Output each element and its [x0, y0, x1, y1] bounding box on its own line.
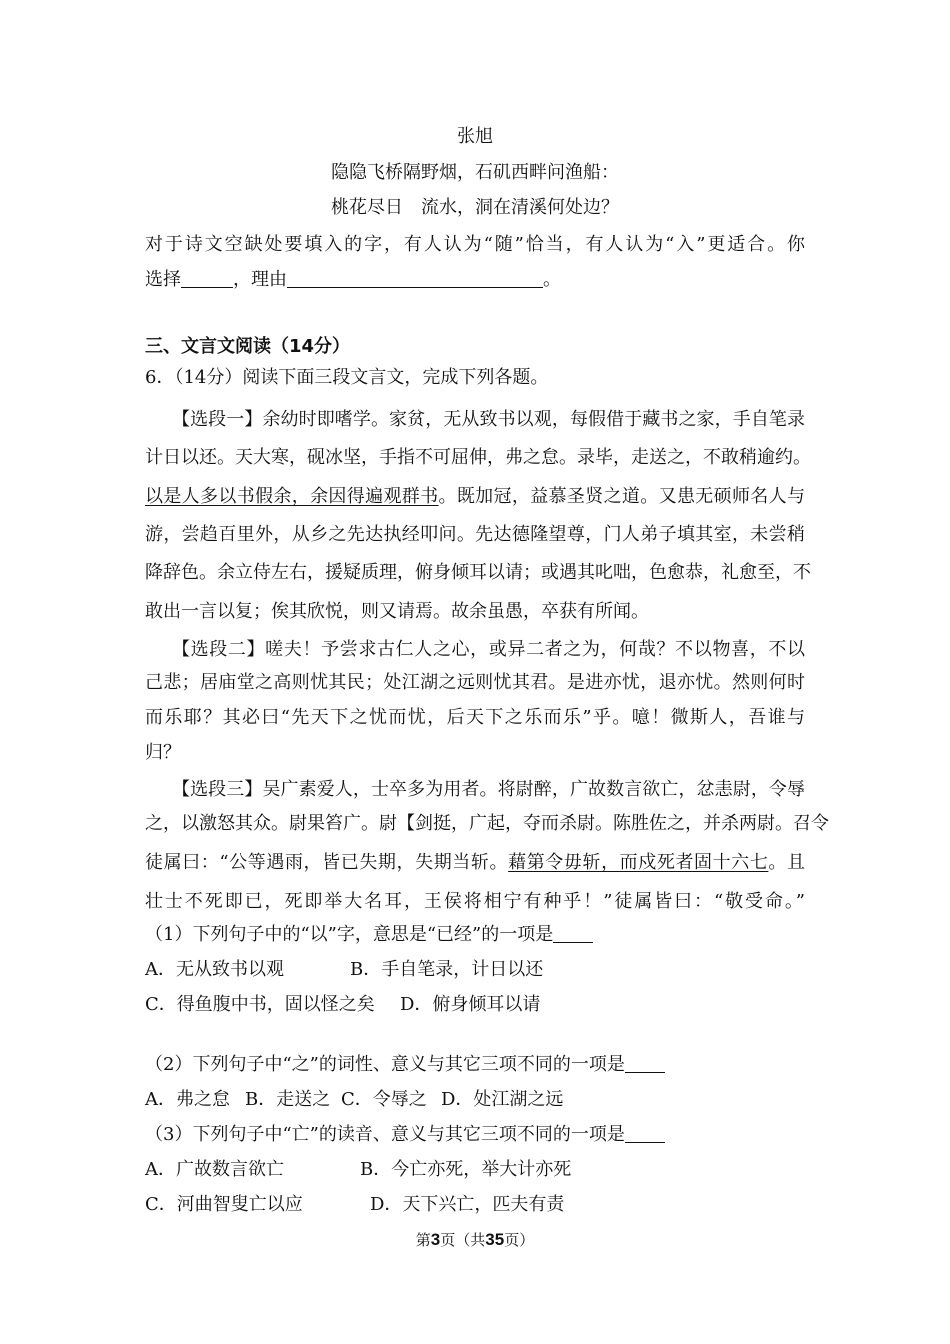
passage1-line: [145, 485, 805, 509]
answer-blank[interactable]: [625, 1124, 665, 1143]
page-footer: [0, 1229, 950, 1250]
q5-choice-blank[interactable]: [181, 269, 233, 288]
answer-blank[interactable]: [553, 924, 593, 943]
footer-text: 第: [415, 1231, 431, 1249]
question-3-stem: [145, 1123, 805, 1147]
question-1-stem: [145, 923, 805, 947]
stem-text: （3）下列句子中“亡”的读音、意义与其它三项不同的一项是: [145, 1124, 625, 1145]
question-1-options-row: [145, 993, 805, 1017]
stem-text: （1）下列句子中的“以”字，意思是“已经”的一项是: [145, 924, 554, 945]
stem-text: （2）下列句子中“之”的词性、意义与其它三项不同的一项是: [145, 1054, 625, 1075]
passage3-line: [145, 851, 805, 875]
option-b[interactable]: B．今亡亦死，举大计亦死: [360, 1159, 572, 1180]
poem-line-2a: 桃花尽日: [331, 197, 403, 218]
option-c[interactable]: C．得鱼腹中书，固以怪之矣: [145, 994, 375, 1015]
passage1-line: 【选段一】余幼时即嗜学。家贫，无从致书以观，每假借于藏书之家，手自笔录: [172, 409, 805, 430]
option-d[interactable]: D．俯身倾耳以请: [400, 994, 541, 1015]
passage2-line: 而乐耶？其必曰“先天下之忧而忧，后天下之乐而乐”乎。噫！微斯人，吾谁与: [145, 707, 805, 728]
poem-line-1: 隐隐飞桥隔野烟，石矶西畔问渔船：: [331, 162, 619, 183]
q5-answer-line: [145, 268, 805, 292]
passage2-line: 【选段二】嗟夫！予尝求古仁人之心，或异二者之为，何哉？不以物喜，不以: [172, 639, 805, 660]
underlined-sentence: 藉第令毋斩，而戍死者固十六七: [508, 852, 769, 873]
answer-blank[interactable]: [625, 1054, 665, 1073]
option-d[interactable]: D．天下兴亡，匹夫有责: [370, 1194, 565, 1215]
footer-text: 页）: [504, 1231, 535, 1249]
option-b[interactable]: B．手自笔录，计日以还: [350, 959, 544, 980]
option-c[interactable]: C．河曲智叟亡以应: [145, 1194, 303, 1215]
passage1-text: 。既加冠，益慕圣贤之道。又患无硕师名人与: [438, 486, 805, 507]
q5-reason-blank[interactable]: [287, 269, 543, 288]
q5-reason-label: ，理由: [233, 269, 287, 290]
passage3-text: 徒属曰：“公等遇雨，皆已失期，失期当斩。: [145, 852, 509, 873]
passage3-line: 壮士不死即已，死即举大名耳，王侯将相宁有种乎！”徒属皆曰：“敬受命。”: [145, 891, 805, 912]
passage1-line: 游，尝趋百里外，从乡之先达执经叩问。先达德隆望尊，门人弟子填其室，未尝稍: [145, 524, 805, 545]
question-2-stem: [145, 1053, 805, 1077]
question-2-options-row: [145, 1088, 805, 1112]
option-a[interactable]: A．弗之怠: [145, 1089, 230, 1110]
page-number: 3: [430, 1230, 441, 1249]
question-1-options-row: [145, 958, 805, 982]
footer-text: 页（共: [440, 1231, 486, 1249]
passage1-line: 降辞色。余立侍左右，援疑质理，俯身倾耳以请；或遇其叱咄，色愈恭，礼愈至，不: [145, 562, 811, 583]
poem-line-2: [145, 196, 805, 220]
question-3-options-row: [145, 1158, 805, 1182]
question-3-options-row: [145, 1193, 805, 1217]
option-a[interactable]: A．无从致书以观: [145, 959, 284, 980]
passage2-line: 己悲；居庙堂之高则忧其民；处江湖之远则忧其君。是进亦忧，退亦忧。然则何时: [145, 672, 805, 693]
q5-text: 对于诗文空缺处要填入的字，有人认为“随”恰当，有人认为“入”更适合。你: [145, 234, 805, 255]
total-pages: 35: [485, 1230, 505, 1249]
poem-line-2b: 流水，洞在清溪何处边？: [421, 197, 619, 218]
passage1-line: 敢出一言以复；俟其欣悦，则又请焉。故余虽愚，卒获有所闻。: [145, 601, 649, 622]
q5-choose-label: 选择: [145, 269, 181, 290]
option-b[interactable]: B．走送之: [245, 1089, 331, 1110]
section-heading: 三、文言文阅读（14分）: [145, 336, 351, 357]
q5-end: 。: [543, 269, 561, 290]
passage3-line: 【选段三】吴广素爱人，士卒多为用者。将尉醉，广故数言欲亡，忿恚尉，令辱: [172, 779, 805, 800]
poem-author: 张旭: [457, 126, 493, 147]
q6-intro: 6．（14分）阅读下面三段文言文，完成下列各题。: [145, 367, 549, 388]
option-c[interactable]: C．令辱之: [341, 1089, 427, 1110]
option-a[interactable]: A．广故数言欲亡: [145, 1159, 284, 1180]
passage2-line: 归？: [145, 742, 181, 763]
underlined-sentence: 以是人多以书假余，余因得遍观群书: [145, 486, 439, 507]
passage3-line: 之，以激怒其众。尉果笞广。尉【剑挺，广起，夺而杀尉。陈胜佐之，并杀两尉。召令: [145, 813, 829, 834]
passage1-line: 计日以还。天大寒，砚冰坚，手指不可屈伸，弗之怠。录毕，走送之，不敢稍逾约。: [145, 447, 811, 468]
passage3-text: 。且: [768, 852, 806, 873]
option-d[interactable]: D．处江湖之远: [441, 1089, 564, 1110]
